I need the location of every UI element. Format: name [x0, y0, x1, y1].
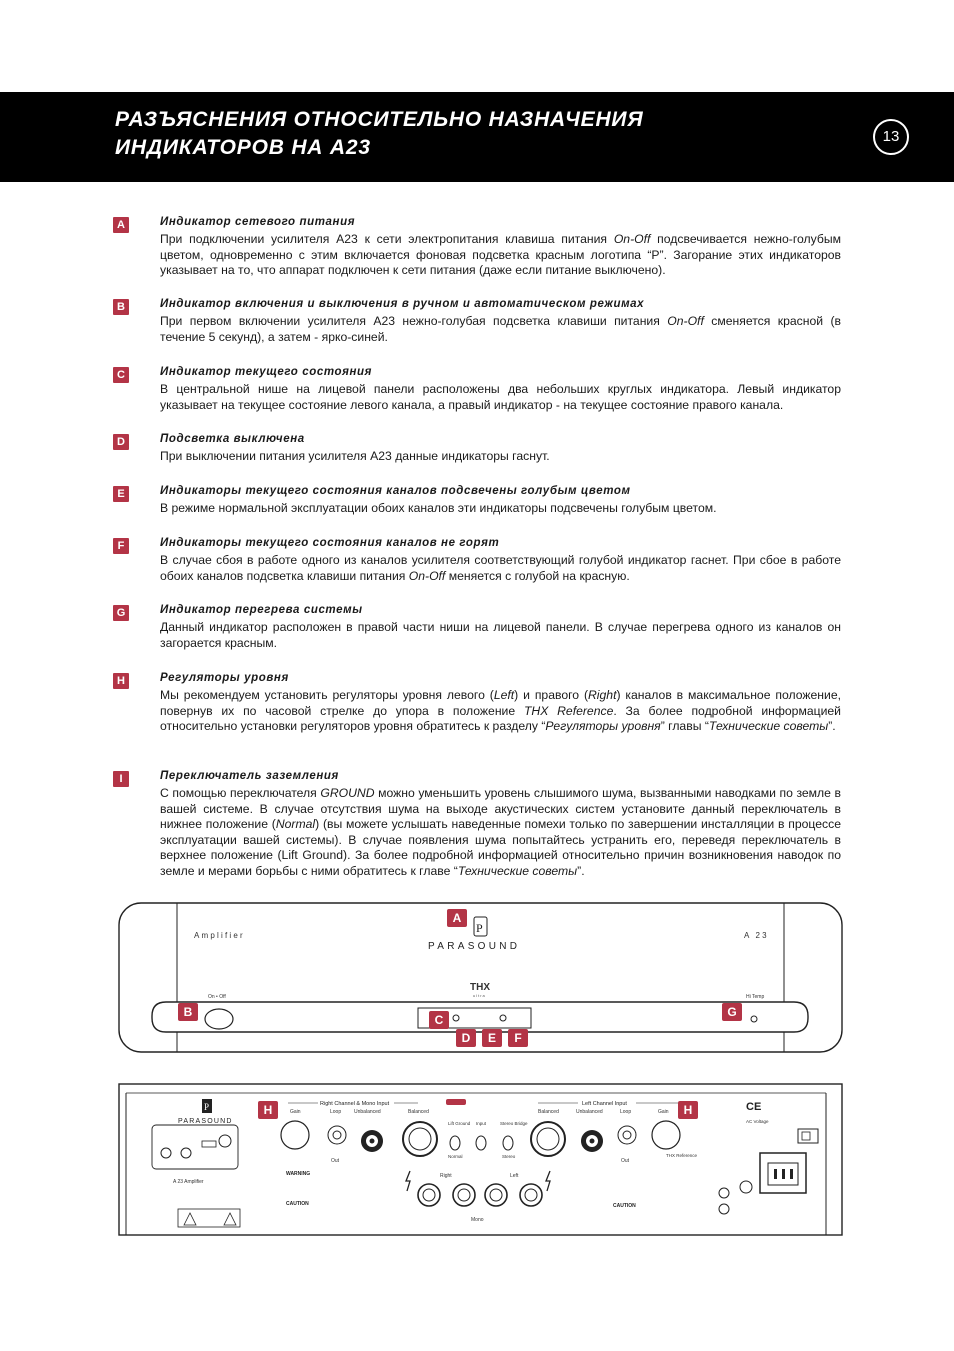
section-marker: I: [113, 771, 129, 787]
body-text: подсвечивается нежно-голубым цветом, одновременно с этим включается фоновая подсветка красным логотипа “P”. Загорание этих индикаторов указывает на то, что аппарат подключен к сети питания (даже если питание выключено).: [160, 232, 841, 278]
rear-panel-drawing: [118, 1083, 844, 1237]
stereo-bridge-label: Stereo Bridge: [500, 1121, 528, 1126]
power-label: On • Off: [208, 994, 226, 1000]
emphasis-text: Normal: [275, 817, 316, 832]
right-input-label: Right Channel & Mono Input: [320, 1101, 390, 1107]
section-b: [113, 296, 841, 345]
section-h: [113, 670, 841, 735]
section-d: [113, 431, 841, 465]
body-text: При первом включении усилителя A23 нежно-голубая подсветка клавиши питания: [160, 314, 668, 328]
rear-brand: PARASOUND: [178, 1118, 233, 1125]
section-title: Индикатор текущего состояния: [160, 366, 373, 378]
section-title: Индикаторы текущего состояния каналов не горят: [160, 537, 500, 549]
page-number: 13: [873, 119, 909, 155]
page-title: [115, 106, 835, 162]
temp-label: Hi Temp: [746, 994, 765, 1000]
section-body: [160, 688, 841, 735]
section-marker: G: [113, 605, 129, 621]
front-marker-a: A: [447, 909, 467, 927]
section-marker: A: [113, 217, 129, 233]
section-title: Индикаторы текущего состояния каналов подсвечены голубым цветом: [160, 485, 631, 497]
section-body: [160, 314, 841, 345]
body-text: ) каналов в максимальное положение, повернув их по часовой стрелке до упора в положение: [160, 688, 842, 718]
front-panel-drawing: [118, 902, 844, 1054]
left-input-label: Left Channel Input: [582, 1101, 627, 1107]
normal-label: Normal: [448, 1154, 463, 1159]
body-text: ”.: [828, 719, 836, 734]
body-text: В случае сбоя в работе одного из каналов усилителя соответствующий голубой индикатор гаснет. При сбое в работе обоих каналов подсветка клавиши питания: [160, 553, 841, 583]
balanced-label-2: Balanced: [538, 1109, 559, 1115]
front-marker-g: G: [722, 1003, 742, 1021]
body-text: Данный индикатор расположен в правой части ниши на лицевой панели. В случае перегрева одного из каналов он загорается красным.: [160, 620, 841, 650]
section-body: [160, 449, 841, 465]
speaker-terminal-3: [485, 1184, 507, 1206]
body-text: ” главы “: [660, 719, 709, 734]
out-label-1: Out: [331, 1158, 340, 1164]
title-line-2: ИНДИКАТОРОВ НА А23: [115, 136, 371, 159]
front-brand: PARASOUND: [428, 941, 521, 952]
unbalanced-label-1: Unbalanced: [354, 1109, 381, 1115]
section-title: Индикатор перегрева системы: [160, 604, 363, 616]
caution-text-2: CAUTION: [613, 1203, 636, 1209]
section-g: [113, 602, 841, 651]
loop-label-1: Loop: [330, 1109, 342, 1115]
front-marker-d: D: [456, 1029, 476, 1047]
loop-label-2: Loop: [620, 1109, 632, 1115]
lift-ground-label: Lift Ground: [448, 1121, 471, 1126]
xlr-input-left: [531, 1122, 565, 1156]
page-header: [0, 92, 954, 182]
section-title: Индикатор включения и выключения в ручном и автоматическом режимах: [160, 298, 645, 310]
emphasis-text: On-Off: [408, 568, 446, 583]
section-e: [113, 483, 841, 517]
body-text: ) (вы можете услышать наведенные помехи только по завершении инсталляции в процессе эксплуатации вашей системы). В случае появления шума попытайтесь устранить его, переведя переключатель в верхнее положение (Lift Ground). За более подробной информацией относительно причин возникновения наводок по земле и мерами борьбы с ними обратитесь к главе “: [160, 817, 841, 878]
caution-text: CAUTION: [286, 1201, 309, 1207]
emphasis-text: On-Off: [613, 232, 651, 246]
speaker-right-label: Right: [440, 1173, 452, 1179]
body-text: В центральной нише на лицевой панели расположены два небольших круглых индикатора. Левый индикатор указывает на текущее состояние левого канала, а правый индикатор - на текущее состояние правого канала.: [160, 382, 841, 412]
body-text: можно уменьшить уровень слышимого шума, вызванными наводками по земле в вашей системе. В случае отсутствия шума на выходе акустических систем установите данный переключатель в нижнее положение (: [160, 786, 841, 832]
section-body: [160, 553, 841, 584]
xlr-input-right: [403, 1122, 437, 1156]
front-marker-c: C: [429, 1011, 449, 1029]
emphasis-text: THX Reference: [523, 703, 614, 718]
thx-reference-label: THX Reference: [666, 1153, 698, 1158]
body-text: ”.: [577, 863, 585, 878]
input-label: Input: [476, 1121, 487, 1126]
front-model-label: A 23: [744, 931, 769, 940]
section-i: [113, 768, 841, 880]
rear-marker-h-left: H: [258, 1101, 278, 1119]
section-body: [160, 620, 841, 651]
emphasis-text: Технические советы: [708, 719, 829, 734]
warning-label: WARNING: [286, 1171, 311, 1177]
rear-logo-letter: P: [204, 1102, 210, 1112]
status-indicator-right: [500, 1015, 506, 1021]
front-marker-f: F: [508, 1029, 528, 1047]
ac-voltage-label: AC Voltage: [746, 1119, 769, 1124]
section-body: [160, 501, 841, 517]
emphasis-text: Right: [588, 688, 617, 702]
section-marker: F: [113, 538, 129, 554]
body-text: При подключении усилителя A23 к сети электропитания клавиша питания: [160, 232, 614, 246]
section-title: Переключатель заземления: [160, 770, 339, 782]
section-body: [160, 786, 841, 880]
title-line-1: РАЗЪЯСНЕНИЯ ОТНОСИТЕЛЬНО НАЗНАЧЕНИЯ: [115, 108, 644, 131]
section-marker: D: [113, 434, 129, 450]
body-text: ) и правого (: [514, 688, 588, 702]
emphasis-text: Технические советы: [457, 863, 578, 878]
emphasis-text: On-Off: [667, 314, 704, 328]
front-marker-b: B: [178, 1003, 198, 1021]
gain-right-label: Gain: [658, 1109, 669, 1115]
temp-indicator: [751, 1016, 757, 1022]
speaker-terminal-2: [453, 1184, 475, 1206]
balanced-label-1: Balanced: [408, 1109, 429, 1115]
section-marker: H: [113, 673, 129, 689]
emphasis-text: Left: [493, 688, 515, 702]
stereo-label: Stereo: [502, 1154, 516, 1159]
body-text: В режиме нормальной эксплуатации обоих каналов эти индикаторы подсвечены голубым цветом.: [160, 501, 717, 515]
thx-logo: THX: [470, 982, 490, 993]
section-body: [160, 382, 841, 413]
section-f: [113, 535, 841, 584]
out-label-2: Out: [621, 1158, 630, 1164]
body-text: Мы рекомендуем установить регуляторы уровня левого (: [160, 688, 494, 702]
emphasis-text: GROUND: [320, 786, 375, 800]
body-text: . За более подробной информацией относительно установки регуляторов уровня обратитесь к разделу “: [160, 703, 841, 734]
section-title: Регуляторы уровня: [160, 672, 289, 684]
rear-model: A 23 Amplifier: [173, 1179, 204, 1185]
status-indicator-left: [453, 1015, 459, 1021]
power-button[interactable]: [205, 1009, 233, 1029]
mono-label: Mono: [471, 1217, 484, 1223]
section-body: [160, 232, 841, 279]
center-red-tab: [446, 1099, 466, 1105]
thx-ultra-label: ultra: [473, 993, 486, 998]
rear-marker-h-right: H: [678, 1101, 698, 1119]
speaker-terminal-1: [418, 1184, 440, 1206]
body-text: При выключении питания усилителя A23 данные индикаторы гаснут.: [160, 449, 550, 463]
body-text: сменяется красной (в течение 5 секунд), а затем - ярко-синей.: [160, 314, 841, 344]
speaker-terminal-4: [520, 1184, 542, 1206]
front-amplifier-label: Amplifier: [194, 931, 245, 940]
ce-mark: CE: [746, 1101, 762, 1113]
front-marker-e: E: [482, 1029, 502, 1047]
gain-left-label: Gain: [290, 1109, 301, 1115]
section-title: Подсветка выключена: [160, 433, 305, 445]
body-text: С помощью переключателя: [160, 786, 321, 800]
section-marker: B: [113, 299, 129, 315]
unbalanced-label-2: Unbalanced: [576, 1109, 603, 1115]
emphasis-text: Регуляторы уровня: [545, 719, 661, 734]
body-text: меняется с голубой на красную.: [445, 568, 630, 583]
section-marker: E: [113, 486, 129, 502]
section-a: [113, 214, 841, 279]
section-marker: C: [113, 367, 129, 383]
section-title: Индикатор сетевого питания: [160, 216, 356, 228]
front-logo-letter: P: [476, 921, 483, 935]
speaker-left-label: Left: [510, 1173, 519, 1179]
section-c: [113, 364, 841, 413]
